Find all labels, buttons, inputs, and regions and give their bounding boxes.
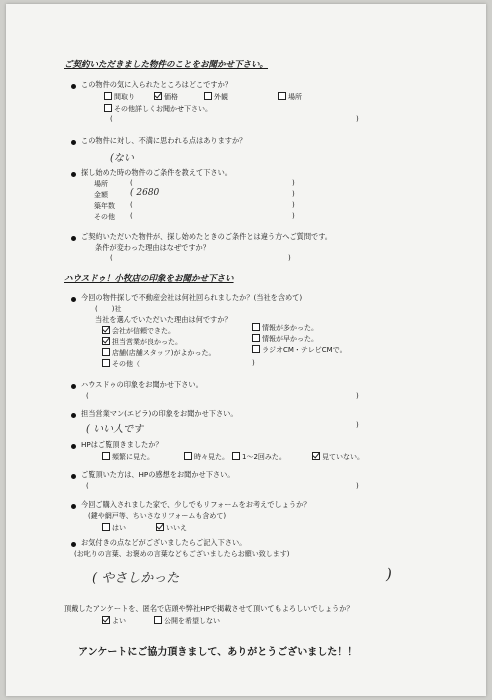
q3-value-other[interactable]: ( <box>130 212 133 220</box>
q5-other-close: ) <box>252 359 255 367</box>
q8-checkbox-0[interactable] <box>102 452 110 460</box>
q6-bullet <box>71 384 76 389</box>
publish-option-label: 公開を希望しない <box>164 617 220 625</box>
q8-option-label: 1～2回みた。 <box>242 453 286 461</box>
q5-reason-joho-hayai[interactable] <box>252 334 318 344</box>
q5-company-count[interactable]: ( )社 <box>95 305 122 313</box>
q8-question: HPはご覧頂きましたか？ <box>81 440 163 449</box>
q1-option-label: 間取り <box>114 93 135 101</box>
q5-checkbox-2[interactable] <box>102 348 110 356</box>
q10-bullet <box>71 504 76 509</box>
q3-close-0: ) <box>292 179 295 187</box>
q1-option-kakaku[interactable] <box>154 92 178 102</box>
q11-sub: (お叱りの言葉、お褒めの言葉などもございましたらお願い致します) <box>74 550 290 558</box>
q1-option-other[interactable] <box>104 104 212 114</box>
q1-paren-open: ( <box>110 115 113 123</box>
q1-checkbox-3[interactable] <box>278 92 286 100</box>
publish-option-yoi[interactable] <box>102 616 126 626</box>
q5-option-label: 情報が多かった。 <box>262 324 318 332</box>
q1-checkbox-2[interactable] <box>204 92 212 100</box>
q8-option-miteinai[interactable] <box>312 452 364 462</box>
q1-option-label: 外観 <box>214 93 228 101</box>
q4-bullet <box>71 236 76 241</box>
q4-question: ご契約いただいた物件が、探し始めたときのご条件とは違う方へご質問です。 <box>81 232 332 241</box>
q8-option-label: 時々見た。 <box>194 453 229 461</box>
q5-question: 今回の物件探しで不動産会社は何社回られましたか？(当社を含めて) <box>81 293 303 302</box>
q10-option-hai[interactable] <box>102 523 126 533</box>
q3-label-basho: 場所 <box>94 180 108 188</box>
q9-paren-open: ( <box>86 482 89 490</box>
q3-label-chikunen: 築年数 <box>94 202 115 210</box>
publish-question: 頂戴したアンケートを、匿名で店頭や弊社HPで掲載させて頂いてもよろしいでしょうか？ <box>64 604 354 613</box>
q8-option-tokidoki[interactable] <box>184 452 229 462</box>
section1-header: ご契約いただきました物件のことをお聞かせ下さい。 <box>64 60 269 70</box>
q8-checkbox-1[interactable] <box>184 452 192 460</box>
q1-option-gaikan[interactable] <box>204 92 228 102</box>
q11-bullet <box>71 542 76 547</box>
q5-checkbox-3[interactable] <box>102 359 110 367</box>
q11-answer[interactable]: ( やさしかった <box>92 571 180 586</box>
q4-paren-close: ) <box>288 254 291 262</box>
q5-reason-tanto[interactable] <box>102 337 182 347</box>
q4-paren-open: ( <box>110 254 113 262</box>
q8-option-hinpan[interactable] <box>102 452 154 462</box>
publish-option-label: よい <box>112 617 126 625</box>
q1-option-label: 価格 <box>164 93 178 101</box>
q3-label-other: その他 <box>94 213 115 221</box>
q8-option-label: 頻繁に見た。 <box>112 453 154 461</box>
q3-value-basho[interactable]: ( <box>130 179 133 187</box>
q7-answer[interactable]: ( いい人です <box>86 424 144 435</box>
q1-option-label: 場所 <box>288 93 302 101</box>
q9-question: ご覧頂いた方は、HPの感想をお聞かせ下さい。 <box>81 470 235 479</box>
q7-paren-close: ) <box>356 421 359 429</box>
q1-checkbox-1[interactable] <box>154 92 162 100</box>
q1-question: この物件の気に入られたところはどこですか？ <box>81 80 232 89</box>
q1-option-basho[interactable] <box>278 92 302 102</box>
q10-checkbox-0[interactable] <box>102 523 110 531</box>
q5-bullet <box>71 297 76 302</box>
q8-bullet <box>71 444 76 449</box>
q10-sub: (鍵や網戸等、ちいさなリフォームも含めて) <box>88 512 227 520</box>
q5-reason-cm[interactable] <box>252 345 347 355</box>
q10-option-iie[interactable] <box>156 523 187 533</box>
q5-checkbox-1[interactable] <box>102 337 110 345</box>
q3-close-3: ) <box>292 212 295 220</box>
q3-bullet <box>71 172 76 177</box>
publish-option-no[interactable] <box>154 616 220 626</box>
q5-option-label: 会社が信頼できた。 <box>112 327 175 335</box>
q5-reason-tenpo[interactable] <box>102 348 215 358</box>
q6-paren-close: ) <box>356 392 359 400</box>
q5-option-label: 店舗(店舗スタッフ)がよかった。 <box>112 349 216 357</box>
q5-option-label: その他（ <box>112 360 140 368</box>
q1-other-label: その他詳しくお聞かせ下さい。 <box>114 105 212 113</box>
q11-paren-close: ) <box>386 565 392 583</box>
thank-you-footer: アンケートにご協力頂きまして、ありがとうございました！！ <box>78 647 358 658</box>
q2-question: この物件に対し、不満に思われる点はありますか？ <box>81 136 247 145</box>
q1-checkbox-0[interactable] <box>104 92 112 100</box>
q8-option-label: 見ていない。 <box>322 453 364 461</box>
q5-reason-other[interactable] <box>102 359 140 369</box>
q8-checkbox-3[interactable] <box>312 452 320 460</box>
q1-option-madori[interactable] <box>104 92 135 102</box>
q5-option-label: 情報が早かった。 <box>262 335 318 343</box>
q5-checkbox-r2[interactable] <box>252 345 260 353</box>
q3-value-chikunen[interactable]: ( <box>130 201 133 209</box>
publish-checkbox-0[interactable] <box>102 616 110 624</box>
q8-option-1-2[interactable] <box>232 452 286 462</box>
q5-checkbox-r1[interactable] <box>252 334 260 342</box>
publish-checkbox-1[interactable] <box>154 616 162 624</box>
q2-answer[interactable]: (ない <box>110 153 134 164</box>
q5-checkbox-r0[interactable] <box>252 323 260 331</box>
q5-option-label: ラジオCM・テレビCMで。 <box>262 346 347 354</box>
q3-label-kingaku: 金額 <box>94 191 108 199</box>
q8-checkbox-2[interactable] <box>232 452 240 460</box>
q11-question: お気付きの点などがございましたらご記入下さい。 <box>81 538 247 547</box>
q3-close-2: ) <box>292 201 295 209</box>
section2-header: ハウスドゥ！小牧店の印象をお聞かせ下さい <box>64 274 234 284</box>
q4-sub: 条件が変わった理由はなぜですか？ <box>95 243 210 252</box>
q5-checkbox-0[interactable] <box>102 326 110 334</box>
q7-question: 担当営業マン(エビラ)の印象をお聞かせ下さい。 <box>81 409 238 418</box>
q5-sub: 当社を選んでいただいた理由は何ですか？ <box>95 315 232 324</box>
q3-value-kingaku[interactable]: ( 2680 <box>130 188 160 198</box>
q1-bullet <box>71 84 76 89</box>
q1-checkbox-other[interactable] <box>104 104 112 112</box>
q10-checkbox-1[interactable] <box>156 523 164 531</box>
q6-paren-open: ( <box>86 392 89 400</box>
q5-reason-shinrai[interactable] <box>102 326 175 336</box>
q9-bullet <box>71 474 76 479</box>
q10-option-label: はい <box>112 524 126 532</box>
q10-option-label: いいえ <box>166 524 187 532</box>
q5-reason-joho-ooi[interactable] <box>252 323 318 333</box>
q2-bullet <box>71 140 76 145</box>
q3-close-1: ) <box>292 190 295 198</box>
q5-option-label: 担当営業が良かった。 <box>112 338 182 346</box>
q3-question: 探し始めた時の物件のご条件を教えて下さい。 <box>81 168 232 177</box>
q6-question: ハウスドゥの印象をお聞かせ下さい。 <box>81 380 203 389</box>
q1-paren-close: ) <box>356 115 359 123</box>
q7-bullet <box>71 413 76 418</box>
survey-sheet <box>6 4 486 696</box>
q9-paren-close: ) <box>356 482 359 490</box>
q10-question: 今回ご購入されました家で、少しでもリフォームをお考えでしょうか？ <box>81 500 311 509</box>
